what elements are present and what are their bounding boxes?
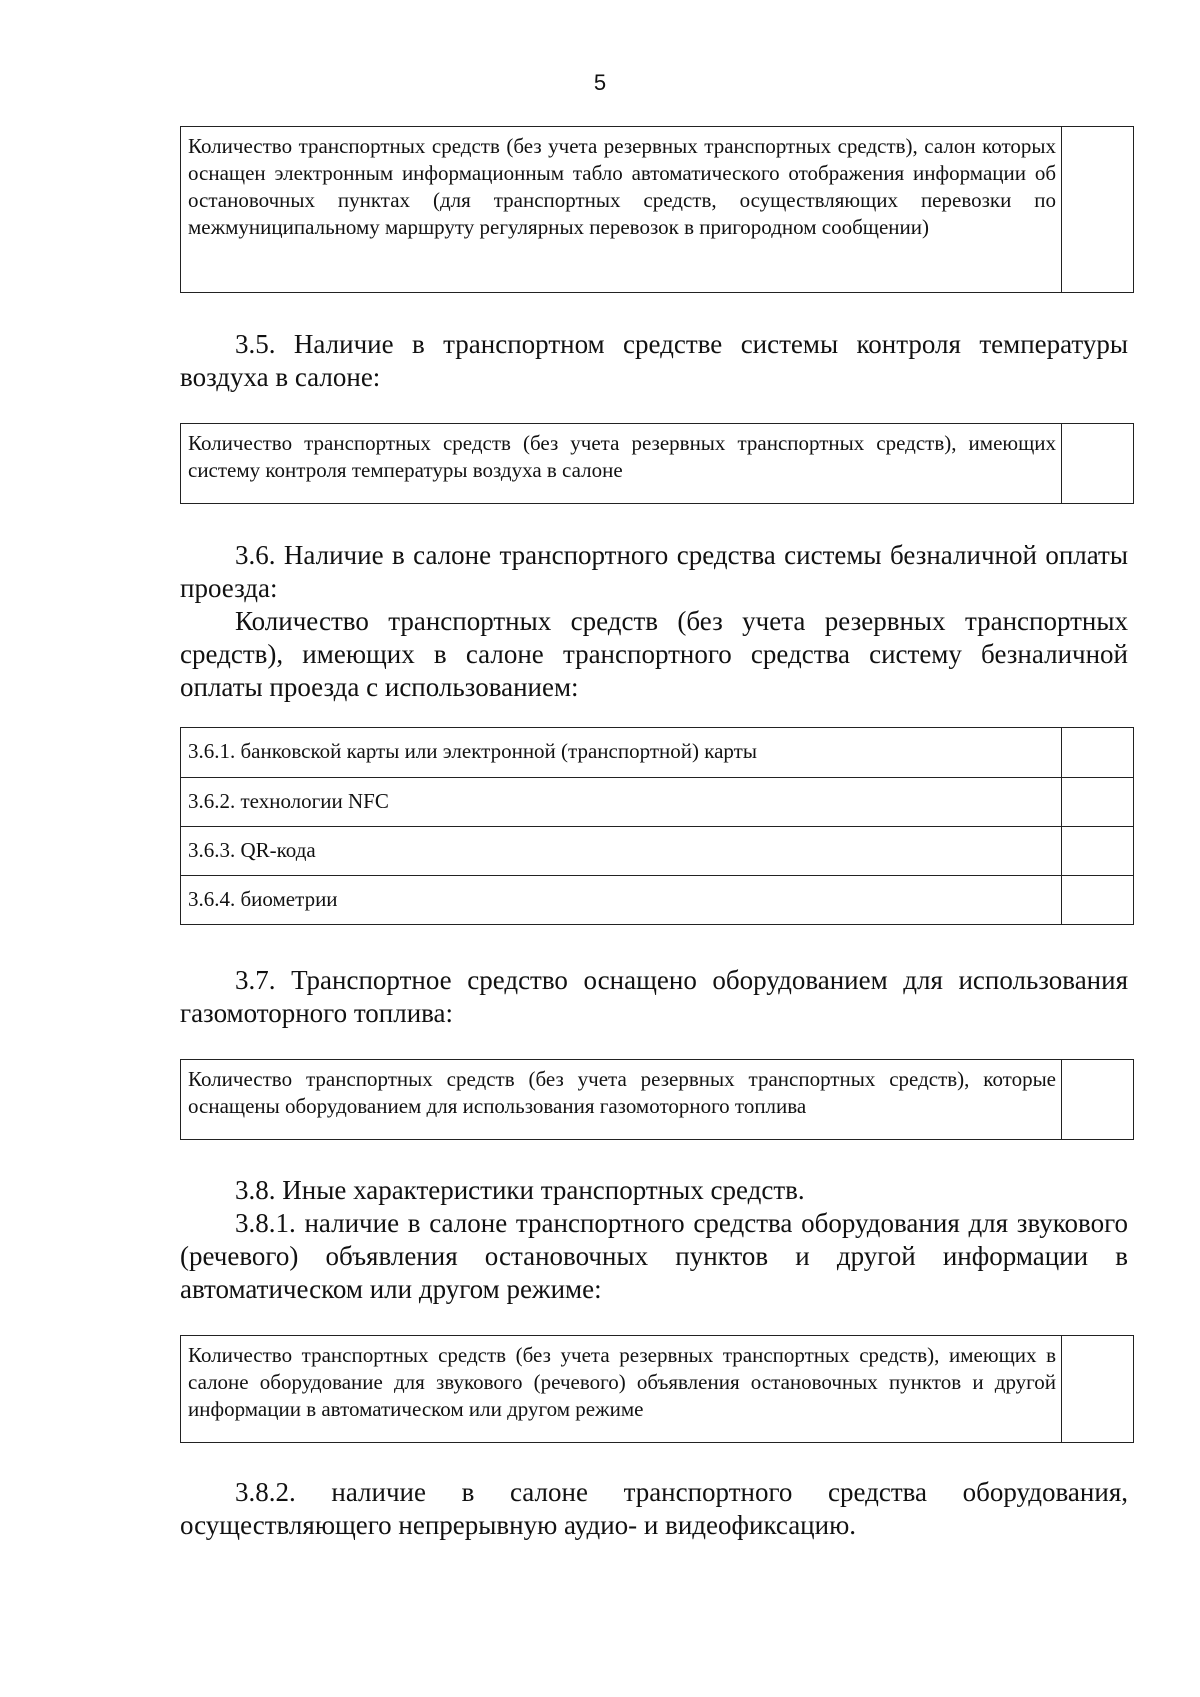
table-cell-value[interactable] xyxy=(1062,127,1133,292)
table-cell-value[interactable] xyxy=(1062,728,1133,777)
section-3-8-2-item: 3.8.2. наличие в салоне транспортного средства оборудования, осуществляющего непрерывную аудио- и видеофиксацию. xyxy=(180,1477,1128,1540)
table-cell-value[interactable] xyxy=(1062,778,1133,826)
table-cell-label: 3.6.1. банковской карты или электронной (транспортной) карты xyxy=(181,728,1062,777)
table-cell-label: 3.6.2. технологии NFC xyxy=(181,778,1062,826)
table-row xyxy=(181,777,1133,826)
table-cell-value[interactable] xyxy=(1062,1336,1133,1442)
table-row xyxy=(181,728,1133,777)
table-row xyxy=(181,875,1133,924)
section-3-5-heading: 3.5. Наличие в транспортном средстве системы контроля температуры воздуха в салоне: xyxy=(180,329,1128,392)
table-cell-label: 3.6.3. QR-кода xyxy=(181,827,1062,875)
section-3-7-heading: 3.7. Транспортное средство оснащено оборудованием для использования газомоторного топлива: xyxy=(180,965,1128,1028)
table-cell-label: Количество транспортных средств (без учета резервных транспортных средств), имеющих в салоне оборудование для звукового (речевого) объявления остановочных пунктов и другой информации в автоматическом или другом режиме xyxy=(181,1336,1062,1442)
table-box-info-display xyxy=(180,126,1134,293)
table-box-temperature-control xyxy=(180,423,1134,504)
section-3-6-intro: Количество транспортных средств (без учета резервных транспортных средств), имеющих в салоне транспортного средства систему безналичной оплаты проезда с использованием: xyxy=(180,606,1128,702)
table-cell-value[interactable] xyxy=(1062,424,1133,503)
table-cell-label: 3.6.4. биометрии xyxy=(181,876,1062,924)
section-3-8-heading: 3.8. Иные характеристики транспортных средств. xyxy=(235,1175,805,1205)
table-box-voice-announcement xyxy=(180,1335,1134,1443)
payment-methods-table xyxy=(180,727,1134,925)
section-3-8-1-item: 3.8.1. наличие в салоне транспортного средства оборудования для звукового (речевого) объявления остановочных пунктов и другой информации в автоматическом или другом режиме: xyxy=(180,1208,1128,1304)
table-cell-label: Количество транспортных средств (без учета резервных транспортных средств), салон которых оснащен электронным информационным табло автоматического отображения информации об остановочных пунктах (для транспортных средств, осуществляющих перевозки по межмуниципальному маршруту регулярных перевозок в пригородном сообщении) xyxy=(181,127,1062,292)
page-number: 5 xyxy=(593,70,607,95)
table-row xyxy=(181,826,1133,875)
table-box-gas-fuel xyxy=(180,1059,1134,1140)
section-3-6-heading: 3.6. Наличие в салоне транспортного средства системы безналичной оплаты проезда: xyxy=(180,540,1128,603)
table-cell-label: Количество транспортных средств (без учета резервных транспортных средств), которые оснащены оборудованием для использования газомоторного топлива xyxy=(181,1060,1062,1139)
table-cell-value[interactable] xyxy=(1062,1060,1133,1139)
table-cell-label: Количество транспортных средств (без учета резервных транспортных средств), имеющих систему контроля температуры воздуха в салоне xyxy=(181,424,1062,503)
table-cell-value[interactable] xyxy=(1062,876,1133,924)
table-cell-value[interactable] xyxy=(1062,827,1133,875)
